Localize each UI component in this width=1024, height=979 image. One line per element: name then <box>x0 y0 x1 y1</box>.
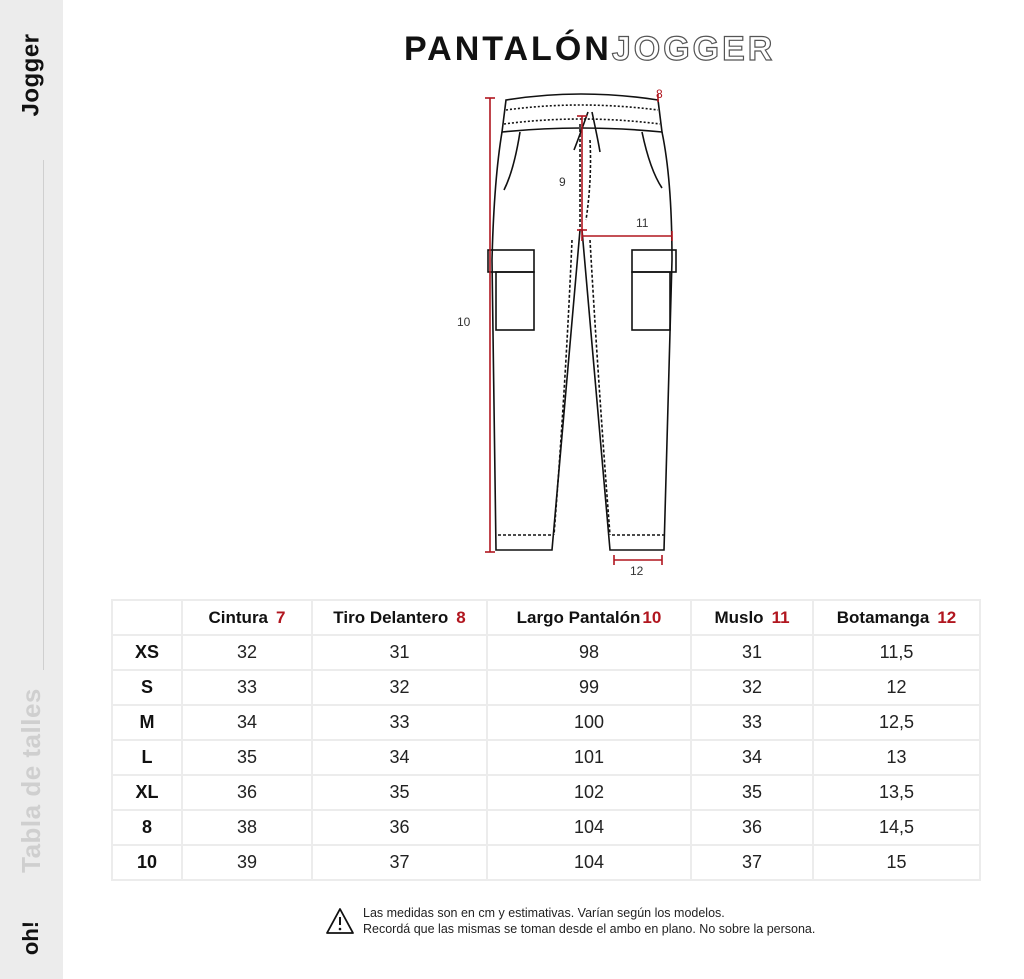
size-cell: 10 <box>111 846 183 881</box>
table-cell: 104 <box>488 846 692 881</box>
note-text <box>363 905 815 937</box>
title-outline: JOGGER <box>611 30 776 68</box>
table-cell: 35 <box>692 776 814 811</box>
label-12: 12 <box>630 564 644 578</box>
size-cell: M <box>111 706 183 741</box>
section-name: Tabla de talles <box>16 687 47 873</box>
header-cintura: Cintura 7 <box>183 599 313 636</box>
table-cell: 31 <box>313 636 488 671</box>
table-header-row <box>111 599 981 636</box>
table-row <box>111 741 981 776</box>
table-cell: 34 <box>692 741 814 776</box>
table-cell: 39 <box>183 846 313 881</box>
table-cell: 100 <box>488 706 692 741</box>
brand-name: oh! <box>18 920 44 955</box>
header-size <box>111 599 183 636</box>
table-row <box>111 671 981 706</box>
sidebar <box>0 0 63 979</box>
table-cell: 37 <box>692 846 814 881</box>
table-cell: 32 <box>313 671 488 706</box>
measurement-labels <box>656 87 663 101</box>
table-row <box>111 636 981 671</box>
header-largo: Largo Pantalón 10 <box>488 599 692 636</box>
table-cell: 34 <box>183 706 313 741</box>
table-cell: 33 <box>183 671 313 706</box>
table-cell: 36 <box>183 776 313 811</box>
table-cell: 11,5 <box>814 636 981 671</box>
table-cell: 13 <box>814 741 981 776</box>
size-cell: L <box>111 741 183 776</box>
table-cell: 101 <box>488 741 692 776</box>
table-cell: 12,5 <box>814 706 981 741</box>
label-8: 8 <box>656 87 663 101</box>
table-row <box>111 706 981 741</box>
label-9: 9 <box>559 175 566 189</box>
table-row <box>111 811 981 846</box>
table-cell: 33 <box>692 706 814 741</box>
size-table <box>111 599 981 881</box>
table-cell: 36 <box>692 811 814 846</box>
table-cell: 37 <box>313 846 488 881</box>
size-cell: XL <box>111 776 183 811</box>
title-main: PANTALÓN <box>404 30 612 68</box>
table-cell: 102 <box>488 776 692 811</box>
note-line-1: Las medidas son en cm y estimativas. Varían según los modelos. <box>363 906 725 920</box>
header-tiro: Tiro Delantero 8 <box>313 599 488 636</box>
size-cell: S <box>111 671 183 706</box>
header-muslo: Muslo 11 <box>692 599 814 636</box>
table-row <box>111 776 981 811</box>
size-cell: 8 <box>111 811 183 846</box>
warning-icon <box>325 907 355 935</box>
table-cell: 99 <box>488 671 692 706</box>
pants-diagram <box>440 80 700 580</box>
table-cell: 15 <box>814 846 981 881</box>
label-10: 10 <box>457 315 471 329</box>
table-cell: 36 <box>313 811 488 846</box>
sidebar-product-label <box>0 0 63 150</box>
table-cell: 32 <box>692 671 814 706</box>
label-11: 11 <box>636 216 649 230</box>
table-cell: 33 <box>313 706 488 741</box>
header-botamanga: Botamanga 12 <box>814 599 981 636</box>
sidebar-divider <box>43 160 44 670</box>
table-cell: 104 <box>488 811 692 846</box>
brand-logo <box>0 905 63 970</box>
measurement-note <box>325 905 815 937</box>
table-cell: 34 <box>313 741 488 776</box>
table-cell: 13,5 <box>814 776 981 811</box>
table-cell: 31 <box>692 636 814 671</box>
table-cell: 14,5 <box>814 811 981 846</box>
table-row <box>111 846 981 881</box>
note-line-2: Recordá que las mismas se toman desde el ambo en plano. No sobre la persona. <box>363 922 816 936</box>
table-cell: 98 <box>488 636 692 671</box>
table-cell: 35 <box>183 741 313 776</box>
table-cell: 38 <box>183 811 313 846</box>
table-cell: 35 <box>313 776 488 811</box>
size-cell: XS <box>111 636 183 671</box>
page-title <box>404 30 775 69</box>
table-cell: 32 <box>183 636 313 671</box>
sidebar-section-label <box>0 660 63 900</box>
product-name: Jogger <box>17 33 45 117</box>
table-cell: 12 <box>814 671 981 706</box>
